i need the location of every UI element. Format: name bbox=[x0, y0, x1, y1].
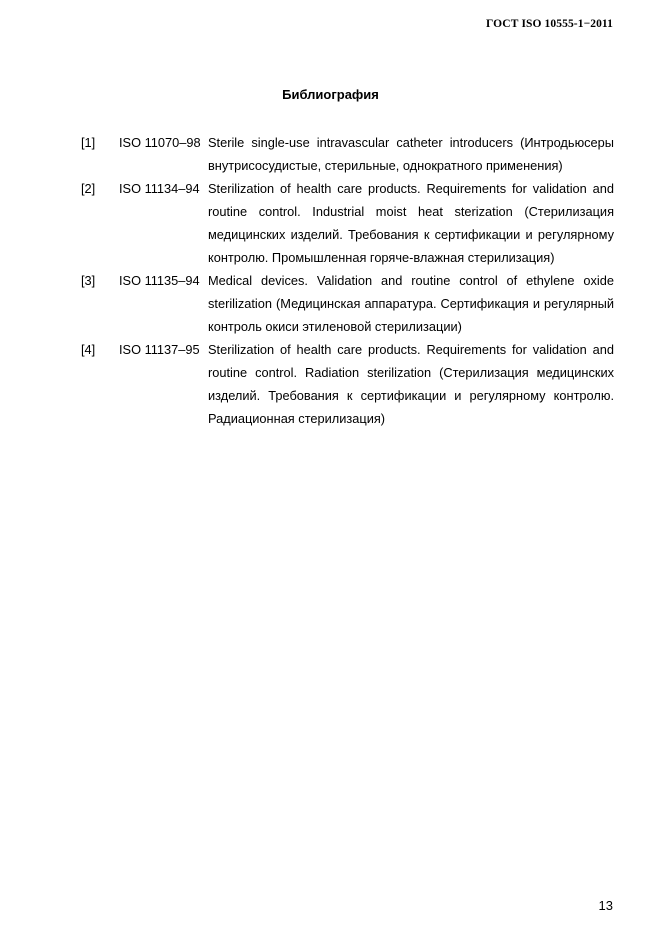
bibliography-entry-1 bbox=[81, 131, 614, 177]
entry-number: [2] bbox=[81, 181, 96, 196]
bibliography-entry-4 bbox=[81, 338, 614, 430]
entry-text: Medical devices. Validation and routine control of ethylene oxide sterilization (Медицинская аппаратура. Сертификация и регулярный контроль окиси этиленовой стерилизации) bbox=[208, 273, 614, 334]
bibliography-title: Библиография bbox=[282, 87, 379, 102]
entry-text: Sterile single-use intravascular catheter introducers (Интродьюсеры внутрисосудистые, стерильные, однократного применения) bbox=[208, 135, 614, 173]
document-code-header: ГОСТ ISO 10555-1−2011 bbox=[485, 18, 613, 30]
bibliography-list bbox=[81, 131, 614, 430]
entry-text: Sterilization of health care products. Requirements for validation and routine control. Industrial moist heat sterization (Стерилизация медицинских изделий. Требования к сертификации и регулярному контролю. Промышленная горяче-влажная стерилизация) bbox=[208, 181, 614, 265]
standard-code: ISO 11134–94 bbox=[119, 181, 200, 196]
standard-code: ISO 11070–98 bbox=[119, 135, 201, 150]
standard-code: ISO 11137–95 bbox=[119, 342, 200, 357]
bibliography-entry-2 bbox=[81, 177, 614, 269]
page-number: 13 bbox=[598, 898, 613, 913]
standard-code: ISO 11135–94 bbox=[119, 273, 200, 288]
entry-number: [4] bbox=[81, 342, 96, 357]
bibliography-entry-3 bbox=[81, 269, 614, 338]
entry-number: [3] bbox=[81, 273, 96, 288]
entry-number: [1] bbox=[81, 135, 96, 150]
entry-text: Sterilization of health care products. Requirements for validation and routine control. Radiation sterilization (Стерилизация медицинских изделий. Требования к сертификации и регулярному контролю. Радиационная стерилизация) bbox=[208, 342, 614, 426]
